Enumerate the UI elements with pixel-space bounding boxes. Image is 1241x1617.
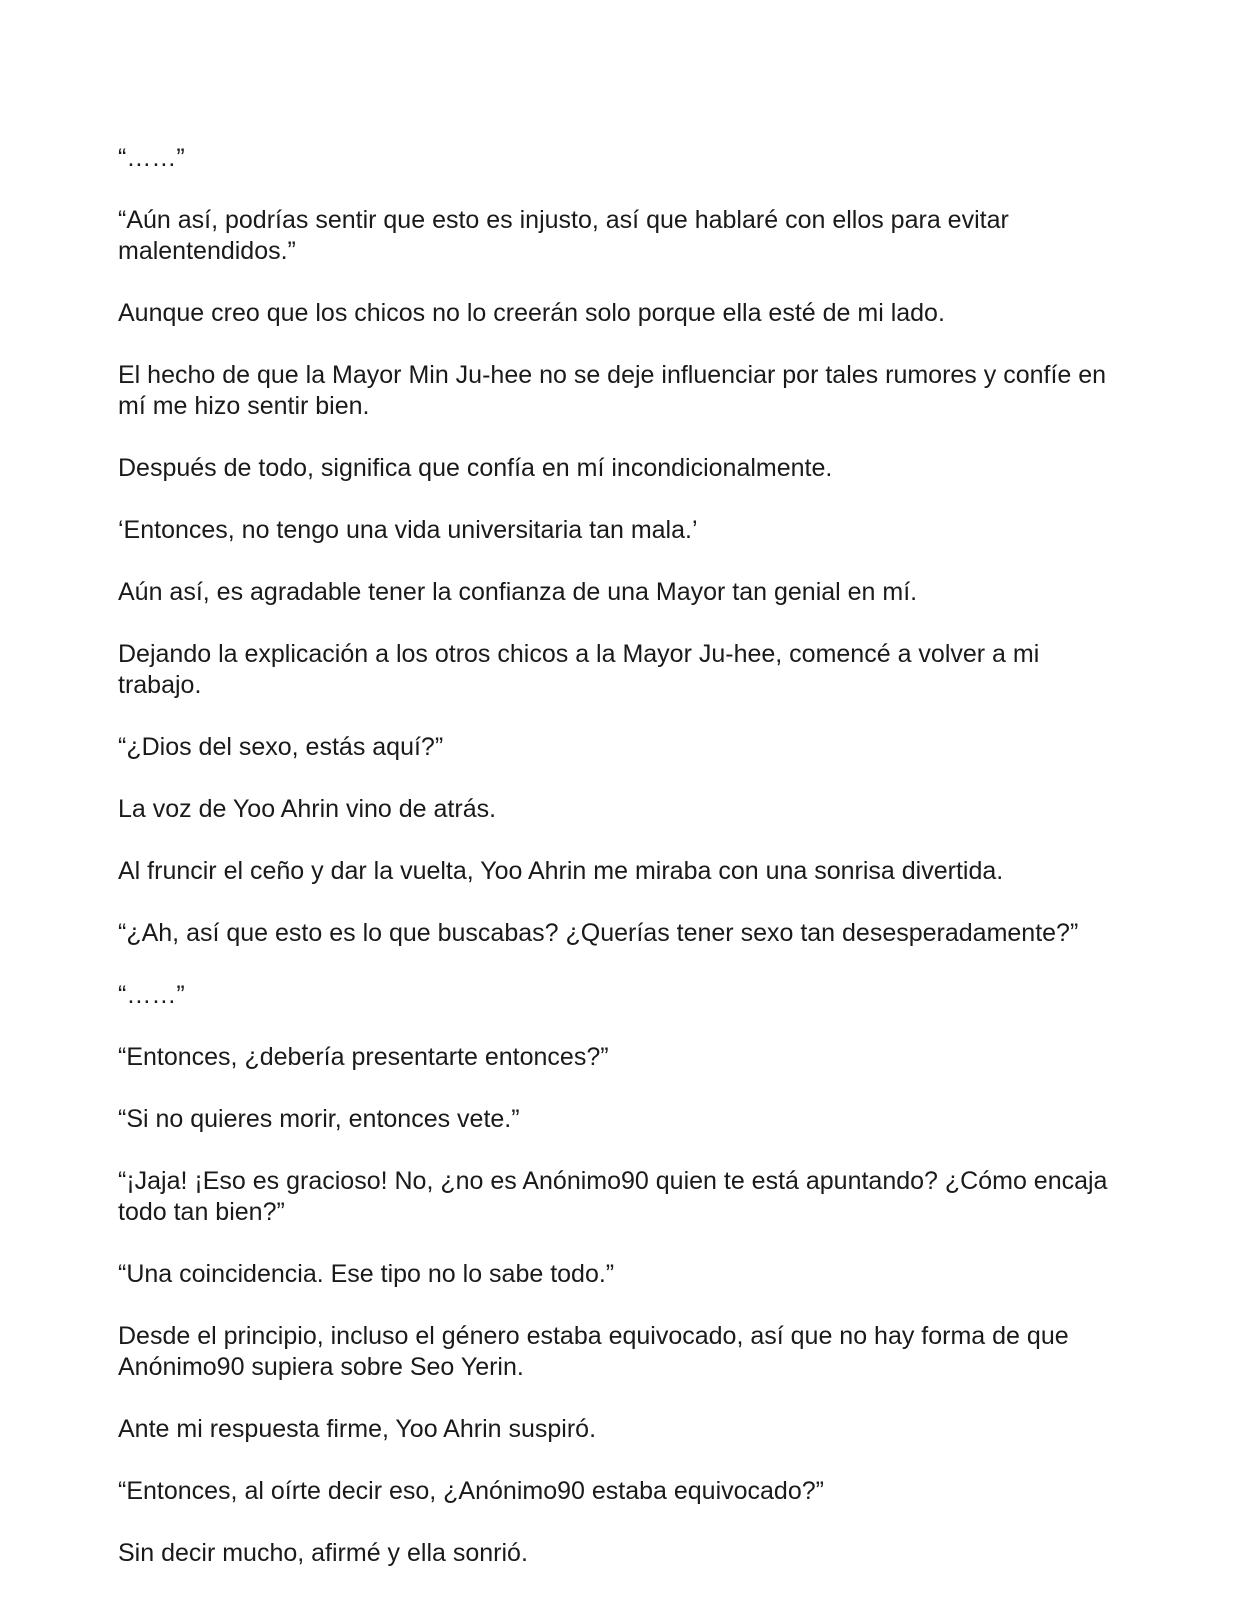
paragraph: “……” (118, 981, 185, 1009)
paragraph: “Una coincidencia. Ese tipo no lo sabe todo.” (118, 1260, 615, 1288)
paragraph: ‘Entonces, no tengo una vida universitaria tan mala.’ (118, 516, 698, 544)
paragraph: Después de todo, significa que confía en mí incondicionalmente. (118, 454, 833, 482)
paragraph: “Si no quieres morir, entonces vete.” (118, 1105, 520, 1133)
paragraph: “Aún así, podrías sentir que esto es injusto, así que hablaré con ellos para evitar malentendidos.” (118, 206, 1009, 265)
paragraph: Aún así, es agradable tener la confianza de una Mayor tan genial en mí. (118, 578, 918, 606)
paragraph: “Entonces, al oírte decir eso, ¿Anónimo90 estaba equivocado?” (118, 1477, 824, 1505)
document-body (118, 143, 1128, 1600)
paragraph: Al fruncir el ceño y dar la vuelta, Yoo Ahrin me miraba con una sonrisa divertida. (118, 857, 1004, 885)
paragraph: Aunque creo que los chicos no lo creerán solo porque ella esté de mi lado. (118, 299, 945, 327)
paragraph: “……” (118, 144, 185, 172)
paragraph: Ante mi respuesta firme, Yoo Ahrin suspiró. (118, 1415, 597, 1443)
paragraph: “Entonces, ¿debería presentarte entonces?” (118, 1043, 609, 1071)
paragraph: Desde el principio, incluso el género estaba equivocado, así que no hay forma de que Anónimo90 supiera sobre Seo Yerin. (118, 1322, 1069, 1381)
paragraph: La voz de Yoo Ahrin vino de atrás. (118, 795, 497, 823)
paragraph: Sin decir mucho, afirmé y ella sonrió. (118, 1539, 528, 1567)
paragraph: El hecho de que la Mayor Min Ju-hee no se deje influenciar por tales rumores y confíe en mí me hizo sentir bien. (118, 361, 1107, 420)
paragraph: Dejando la explicación a los otros chicos a la Mayor Ju-hee, comencé a volver a mi trabajo. (118, 640, 1040, 699)
paragraph: “¿Dios del sexo, estás aquí?” (118, 733, 444, 761)
paragraph: “¡Jaja! ¡Eso es gracioso! No, ¿no es Anónimo90 quien te está apuntando? ¿Cómo encaja todo tan bien?” (118, 1167, 1108, 1226)
paragraph: “¿Ah, así que esto es lo que buscabas? ¿Querías tener sexo tan desesperadamente?” (118, 919, 1079, 947)
